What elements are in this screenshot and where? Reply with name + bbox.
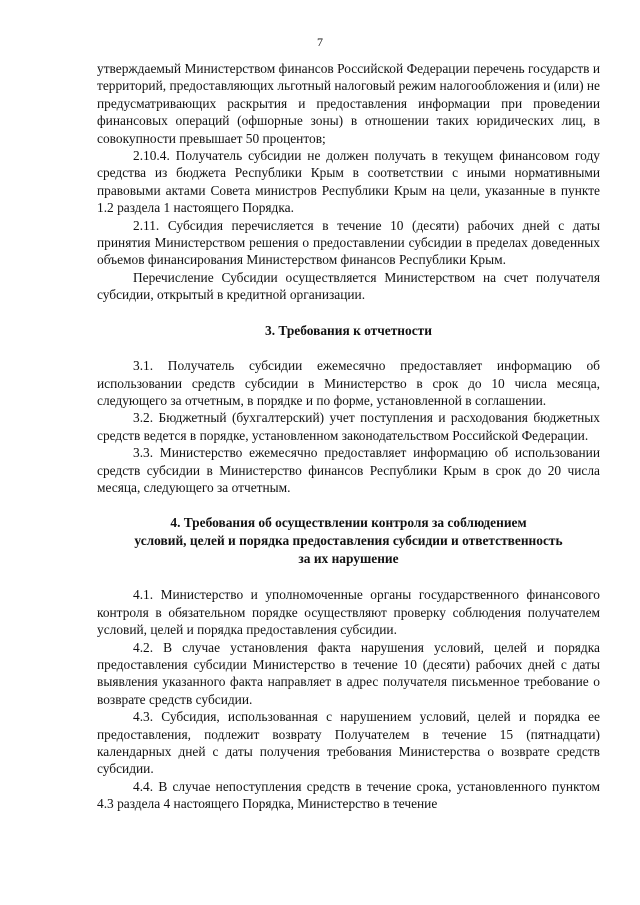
paragraph-2-10-4: 2.10.4. Получатель субсидии не должен получать в текущем финансовом году средства из бюджета Республики Крым в соответствии с иными нормативными правовыми актами Совета министров Республики Крым на цели, указанные в пункте 1.2 раздела 1 настоящего Порядка. (97, 148, 600, 216)
section-4-heading-line-1: 4. Требования об осуществлении контроля за соблюдением (170, 515, 527, 531)
paragraph-2-11: 2.11. Субсидия перечисляется в течение 10 (десяти) рабочих дней с даты принятия Министерством решения о предоставлении субсидии в пределах доведенных объемов финансирования Министерством финансов Республики Крым. (97, 217, 600, 268)
section-3-heading: 3. Требования к отчетности (265, 322, 432, 338)
paragraph-4-3: 4.3. Субсидия, использованная с нарушением условий, целей и порядка ее предоставления, подлежит возврату Получателем в течение 15 (пятнадцати) календарных дней с даты получения требования Министерства о возврате средств субсидии. (97, 709, 600, 777)
section-4-heading (97, 514, 600, 568)
paragraph-3-3: 3.3. Министерство ежемесячно предоставляет информацию об использовании средств субсидии в Министерство финансов Республики Крым в срок до 20 числа месяца, следующего за отчетным. (97, 445, 600, 495)
paragraph-4-2: 4.2. В случае установления факта нарушения условий, целей и порядка предоставления субсидии Министерство в течение 10 (десяти) рабочих дней с даты выявления указанного факта направляет в адрес получателя письменное требование о возврате средств субсидии. (97, 639, 600, 707)
paragraph-3-2: 3.2. Бюджетный (бухгалтерский) учет поступления и расходования бюджетных средств ведется в порядке, установленном законодательством Российской Федерации. (97, 410, 600, 443)
paragraph-offshore-continuation: утверждаемый Министерством финансов Российской Федерации перечень государств и территорий, предоставляющих льготный налоговый режим налогообложения и (или) не предусматривающих раскрытия и предоставления информации при проведении финансовых операций (офшорные зоны) в отношении таких юридических лиц, в совокупности превышает 50 процентов; (97, 61, 600, 146)
paragraph-3-1: 3.1. Получатель субсидии ежемесячно предоставляет информацию об использовании средств субсидии в Министерство в срок до 10 числа месяца, следующего за отчетным, в порядке и по форме, установленной в соглашении. (97, 358, 600, 408)
paragraph-transfer: Перечисление Субсидии осуществляется Министерством на счет получателя субсидии, открытый в кредитной организации. (97, 269, 600, 303)
document-body (97, 60, 600, 813)
section-4-heading-line-3: за их нарушение (298, 551, 399, 567)
page-number: 7 (317, 35, 323, 49)
section-4-heading-line-2: условий, целей и порядка предоставления субсидии и ответственность (134, 533, 563, 549)
paragraph-4-1: 4.1. Министерство и уполномоченные органы государственного финансового контроля в обязательном порядке осуществляют проверку соблюдения получателем условий, целей и порядка предоставления субсидии. (97, 587, 600, 638)
paragraph-4-4: 4.4. В случае непоступления средств в течение срока, установленного пунктом 4.3 раздела 4 настоящего Порядка, Министерство в течение (97, 778, 600, 812)
